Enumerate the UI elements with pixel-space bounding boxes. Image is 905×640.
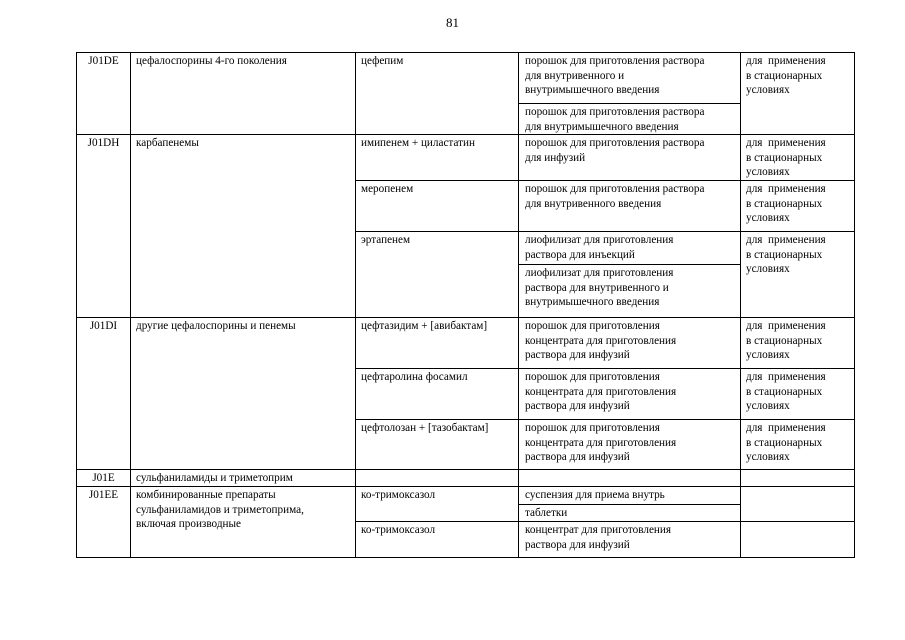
note-cell — [741, 521, 855, 557]
atc-code-cell — [77, 317, 131, 469]
drug-cell — [356, 231, 519, 317]
group-name: карбапенемы — [136, 137, 199, 150]
table-row — [77, 53, 855, 104]
note-cell — [741, 317, 855, 368]
drug-name: цефтолозан + [тазобактам] — [361, 421, 489, 434]
form-cell — [519, 317, 741, 368]
atc-code-cell — [77, 135, 131, 318]
dosage-form: лиофилизат для приготовления раствора для инъекций — [525, 233, 674, 261]
form-cell — [519, 264, 741, 317]
drug-cell — [356, 317, 519, 368]
drug-cell — [356, 180, 519, 231]
dosage-form: порошок для приготовления концентрата для приготовления раствора для инфузий — [525, 319, 677, 362]
drug-name: меропенем — [361, 182, 414, 195]
drug-table — [76, 52, 855, 558]
form-cell — [519, 368, 741, 419]
drug-name: ко-тримоксазол — [361, 523, 436, 536]
drug-cell — [356, 419, 519, 469]
table-row — [77, 317, 855, 368]
form-cell — [519, 104, 741, 135]
group-name: другие цефалоспорины и пенемы — [136, 319, 296, 332]
note-cell — [741, 231, 855, 317]
form-cell — [519, 469, 741, 486]
drug-name: цефепим — [361, 55, 404, 67]
form-cell — [519, 521, 741, 557]
group-cell — [131, 317, 356, 469]
atc-code: J01EE — [88, 488, 119, 501]
drug-cell — [356, 521, 519, 557]
form-cell — [519, 419, 741, 469]
drug-cell — [356, 368, 519, 419]
drug-cell — [356, 469, 519, 486]
form-cell — [519, 53, 741, 104]
dosage-form: концентрат для приготовления раствора для инфузий — [525, 523, 672, 551]
note-cell — [741, 135, 855, 181]
drug-cell — [356, 486, 519, 521]
group-cell — [131, 469, 356, 486]
atc-code: J01DE — [88, 55, 119, 67]
drug-name: цефтазидим + [авибактам] — [361, 319, 488, 332]
usage-note: для применения в стационарных условиях — [746, 233, 826, 276]
note-cell — [741, 419, 855, 469]
atc-code-cell — [77, 53, 131, 135]
group-name: сульфаниламиды и триметоприм — [136, 471, 293, 484]
usage-note: для применения в стационарных условиях — [746, 182, 826, 225]
form-cell — [519, 486, 741, 504]
dosage-form: порошок для приготовления раствора для внутримышечного введения — [525, 106, 705, 133]
dosage-form: таблетки — [525, 506, 568, 519]
usage-note: для применения в стационарных условиях — [746, 421, 826, 464]
note-cell — [741, 180, 855, 231]
note-cell — [741, 53, 855, 135]
note-cell — [741, 469, 855, 486]
dosage-form: порошок для приготовления концентрата для приготовления раствора для инфузий — [525, 370, 677, 413]
atc-code-cell — [77, 469, 131, 486]
note-cell — [741, 368, 855, 419]
drug-cell — [356, 135, 519, 181]
atc-code: J01DI — [89, 319, 118, 332]
atc-code: J01E — [92, 471, 115, 484]
table-row — [77, 486, 855, 504]
form-cell — [519, 231, 741, 264]
atc-code-cell — [77, 486, 131, 557]
form-cell — [519, 504, 741, 521]
group-cell — [131, 53, 356, 135]
usage-note: для применения в стационарных условиях — [746, 137, 826, 179]
atc-code: J01DH — [87, 137, 120, 150]
dosage-form: лиофилизат для приготовления раствора для внутривенного и внутримышечного введения — [525, 266, 674, 309]
group-name: комбинированные препараты сульфаниламидов и триметоприма, включая производные — [136, 488, 304, 531]
drug-cell — [356, 53, 519, 135]
usage-note: для применения в стационарных условиях — [746, 370, 826, 413]
group-cell — [131, 486, 356, 557]
group-cell — [131, 135, 356, 318]
usage-note: для применения в стационарных условиях — [746, 55, 826, 97]
dosage-form: порошок для приготовления раствора для инфузий — [525, 137, 705, 164]
dosage-form: суспензия для приема внутрь — [525, 488, 665, 501]
drug-name: имипенем + циластатин — [361, 137, 475, 150]
drug-name: ко-тримоксазол — [361, 488, 436, 501]
form-cell — [519, 180, 741, 231]
usage-note: для применения в стационарных условиях — [746, 319, 826, 362]
table-row — [77, 135, 855, 181]
form-cell — [519, 135, 741, 181]
dosage-form: порошок для приготовления раствора для внутривенного и внутримышечного введения — [525, 55, 705, 97]
note-cell — [741, 486, 855, 521]
dosage-form: порошок для приготовления концентрата для приготовления раствора для инфузий — [525, 421, 677, 464]
group-name: цефалоспорины 4-го поколения — [136, 55, 287, 67]
table-row — [77, 469, 855, 486]
dosage-form: порошок для приготовления раствора для внутривенного введения — [525, 182, 705, 210]
drug-name: цефтаролина фосамил — [361, 370, 468, 383]
page-number: 81 — [446, 15, 459, 30]
drug-name: эртапенем — [361, 233, 411, 246]
